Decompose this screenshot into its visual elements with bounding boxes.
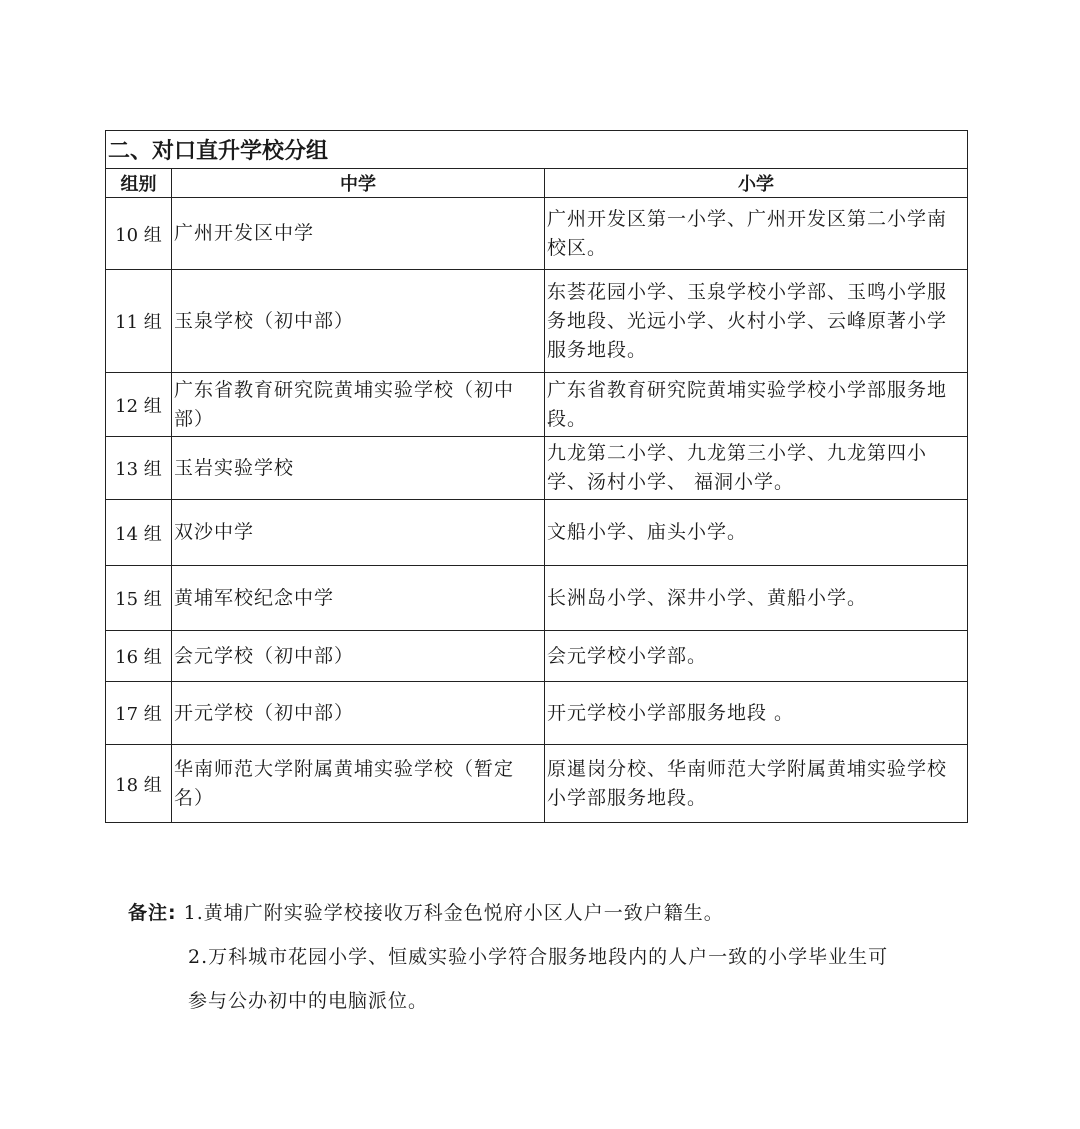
table-row	[106, 198, 968, 270]
middle-school-cell: 玉岩实验学校	[172, 437, 545, 500]
note-line-1	[128, 896, 958, 940]
group-cell: 15 组	[106, 566, 172, 631]
primary-school-cell: 会元学校小学部。	[545, 631, 968, 682]
table-row	[106, 682, 968, 745]
notes-section	[128, 896, 958, 1028]
table-row	[106, 500, 968, 566]
note-item-1: 1.黄埔广附实验学校接收万科金色悦府小区人户一致户籍生。	[183, 902, 724, 924]
primary-school-cell: 开元学校小学部服务地段 。	[545, 682, 968, 745]
group-cell: 10 组	[106, 198, 172, 270]
table-row	[106, 631, 968, 682]
header-primary-school: 小学	[545, 169, 968, 198]
note-item-2: 2.万科城市花园小学、恒威实验小学符合服务地段内的人户一致的小学毕业生可	[188, 946, 889, 968]
group-cell: 17 组	[106, 682, 172, 745]
primary-school-cell: 长洲岛小学、深井小学、黄船小学。	[545, 566, 968, 631]
table-title: 二、对口直升学校分组	[106, 131, 968, 169]
primary-school-cell: 东荟花园小学、玉泉学校小学部、玉鸣小学服务地段、光远小学、火村小学、云峰原著小学服务地段。	[545, 270, 968, 373]
group-cell: 13 组	[106, 437, 172, 500]
middle-school-cell: 玉泉学校（初中部）	[172, 270, 545, 373]
table-row	[106, 437, 968, 500]
group-cell: 12 组	[106, 373, 172, 437]
primary-school-cell: 广东省教育研究院黄埔实验学校小学部服务地段。	[545, 373, 968, 437]
note-line-3	[128, 984, 958, 1028]
school-group-table	[105, 130, 968, 823]
header-middle-school: 中学	[172, 169, 545, 198]
group-cell: 14 组	[106, 500, 172, 566]
table-row	[106, 270, 968, 373]
middle-school-cell: 华南师范大学附属黄埔实验学校（暂定名）	[172, 745, 545, 823]
header-group: 组别	[106, 169, 172, 198]
notes-label: 备注:	[128, 902, 177, 924]
table-row	[106, 745, 968, 823]
group-cell: 16 组	[106, 631, 172, 682]
primary-school-cell: 九龙第二小学、九龙第三小学、九龙第四小学、汤村小学、 福洞小学。	[545, 437, 968, 500]
table-row	[106, 566, 968, 631]
primary-school-cell: 广州开发区第一小学、广州开发区第二小学南校区。	[545, 198, 968, 270]
middle-school-cell: 广东省教育研究院黄埔实验学校（初中部）	[172, 373, 545, 437]
middle-school-cell: 广州开发区中学	[172, 198, 545, 270]
primary-school-cell: 文船小学、庙头小学。	[545, 500, 968, 566]
note-line-2	[128, 940, 958, 984]
table-header-row	[106, 169, 968, 198]
middle-school-cell: 会元学校（初中部）	[172, 631, 545, 682]
note-item-2-continued: 参与公办初中的电脑派位。	[188, 990, 429, 1012]
table-row	[106, 373, 968, 437]
middle-school-cell: 开元学校（初中部）	[172, 682, 545, 745]
group-cell: 11 组	[106, 270, 172, 373]
middle-school-cell: 黄埔军校纪念中学	[172, 566, 545, 631]
middle-school-cell: 双沙中学	[172, 500, 545, 566]
group-cell: 18 组	[106, 745, 172, 823]
primary-school-cell: 原暹岗分校、华南师范大学附属黄埔实验学校小学部服务地段。	[545, 745, 968, 823]
table-title-row	[106, 131, 968, 169]
